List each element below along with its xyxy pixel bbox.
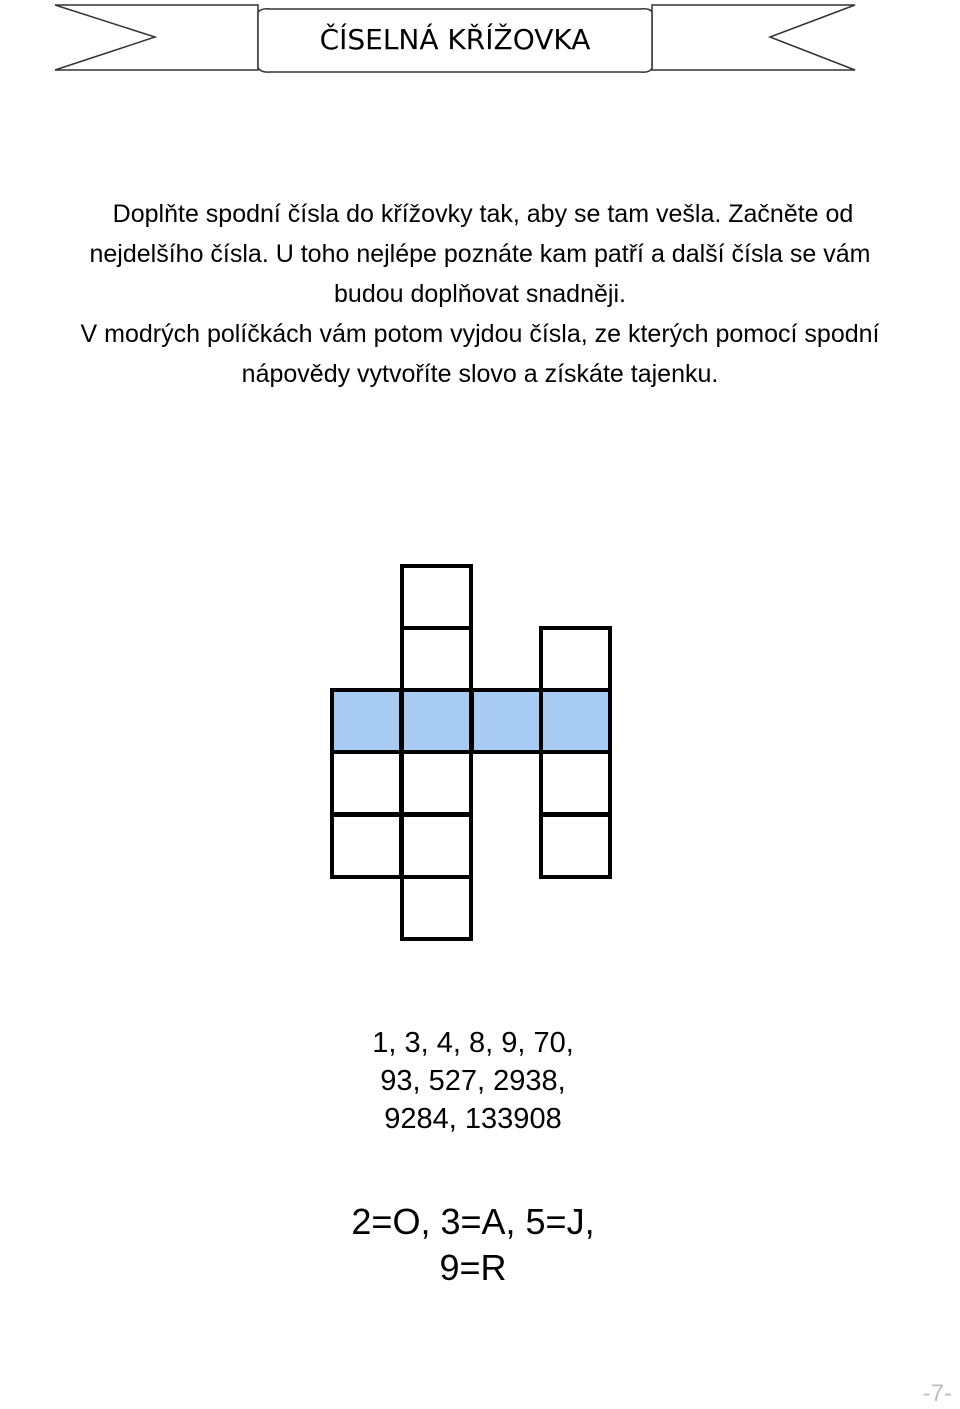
hint-line: 2=O, 3=A, 5=J, [351,1201,595,1242]
hint-line: 9=R [439,1247,507,1288]
page-number: -7- [922,1380,952,1407]
crossword-cell [402,628,471,690]
crossword-cell [332,752,401,814]
crossword-cell [402,752,471,814]
crossword-cell-highlighted [472,690,541,752]
crossword-cell [402,877,471,939]
instruction-line: V modrých políčkách vám potom vyjdou čísla, ze kterých pomocí spodní [80,320,880,348]
number-line: 9284, 133908 [384,1103,562,1135]
crossword-cell-highlighted [332,690,401,752]
crossword-cell [402,566,471,628]
instruction-line: budou doplňovat snadněji. [334,280,626,308]
number-line: 1, 3, 4, 8, 9, 70, [372,1027,574,1059]
crossword-cell [402,815,471,877]
crossword-cell [332,815,401,877]
crossword-cell [541,752,610,814]
instruction-line: nápovědy vytvoříte slovo a získáte tajenku. [241,360,719,388]
letter-hints [0,1199,946,1291]
crossword-cell-highlighted [541,690,610,752]
number-list [0,1024,946,1138]
crossword-cell-highlighted [402,690,471,752]
crossword-cell [541,815,610,877]
instruction-line: nejdelšího čísla. U toho nejlépe poznáte kam patří a další čísla se vám [89,240,871,268]
page-title: ČÍSELNÁ KŘÍŽOVKA [319,22,591,56]
number-line: 93, 527, 2938, [380,1065,566,1097]
crossword-cell [541,628,610,690]
instruction-line: Doplňte spodní čísla do křížovky tak, aby se tam vešla. Začněte od [112,200,854,228]
